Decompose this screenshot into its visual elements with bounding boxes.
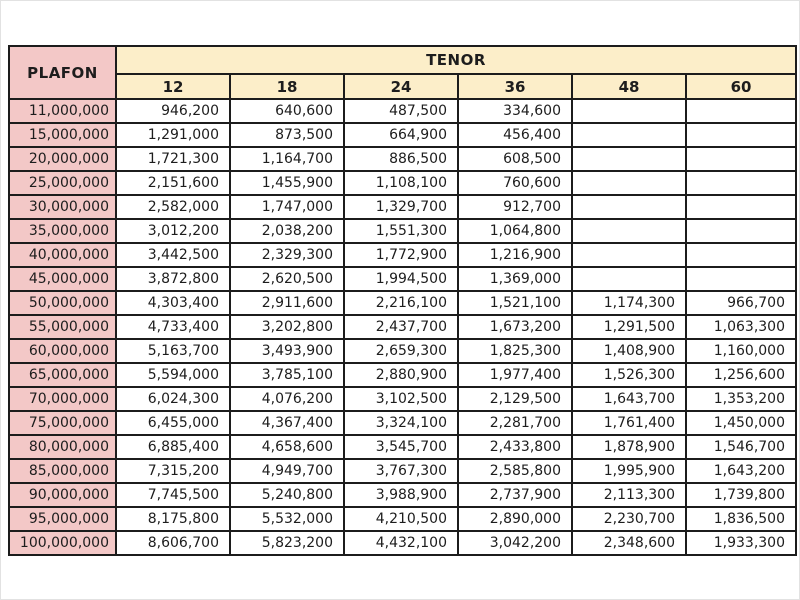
installment-cell: 2,890,000 [458, 507, 572, 531]
plafon-value: 70,000,000 [9, 387, 116, 411]
installment-cell: 3,767,300 [344, 459, 458, 483]
installment-cell: 1,721,300 [116, 147, 230, 171]
installment-cell: 6,024,300 [116, 387, 230, 411]
installment-cell: 912,700 [458, 195, 572, 219]
installment-cell: 1,551,300 [344, 219, 458, 243]
installment-cell: 4,432,100 [344, 531, 458, 555]
installment-cell: 3,785,100 [230, 363, 344, 387]
installment-cell: 946,200 [116, 99, 230, 123]
installment-cell: 3,493,900 [230, 339, 344, 363]
installment-cell: 7,315,200 [116, 459, 230, 483]
installment-cell: 2,659,300 [344, 339, 458, 363]
plafon-value: 65,000,000 [9, 363, 116, 387]
tenor-header: TENOR [116, 46, 796, 74]
installment-cell [572, 171, 686, 195]
installment-cell: 1,369,000 [458, 267, 572, 291]
table-row [9, 339, 796, 363]
table-row [9, 387, 796, 411]
plafon-value: 50,000,000 [9, 291, 116, 315]
installment-cell [572, 267, 686, 291]
installment-cell: 1,256,600 [686, 363, 796, 387]
table-row [9, 483, 796, 507]
installment-cell: 6,455,000 [116, 411, 230, 435]
installment-cell [686, 219, 796, 243]
plafon-value: 100,000,000 [9, 531, 116, 555]
installment-cell: 5,594,000 [116, 363, 230, 387]
installment-cell [572, 195, 686, 219]
table-row [9, 123, 796, 147]
installment-cell: 1,878,900 [572, 435, 686, 459]
installment-cell: 4,733,400 [116, 315, 230, 339]
installment-cell [572, 99, 686, 123]
installment-cell: 1,108,100 [344, 171, 458, 195]
installment-cell: 1,836,500 [686, 507, 796, 531]
installment-cell: 1,977,400 [458, 363, 572, 387]
installment-cell: 1,291,000 [116, 123, 230, 147]
installment-cell: 1,772,900 [344, 243, 458, 267]
installment-cell: 1,450,000 [686, 411, 796, 435]
plafon-value: 25,000,000 [9, 171, 116, 195]
installment-cell: 886,500 [344, 147, 458, 171]
installment-cell: 4,303,400 [116, 291, 230, 315]
plafon-value: 35,000,000 [9, 219, 116, 243]
installment-cell: 760,600 [458, 171, 572, 195]
plafon-tenor-table [8, 45, 797, 556]
installment-cell: 2,038,200 [230, 219, 344, 243]
installment-cell: 2,230,700 [572, 507, 686, 531]
table-row [9, 99, 796, 123]
installment-cell: 4,076,200 [230, 387, 344, 411]
installment-cell: 1,546,700 [686, 435, 796, 459]
plafon-header: PLAFON [9, 46, 116, 99]
installment-cell: 3,102,500 [344, 387, 458, 411]
table-row [9, 219, 796, 243]
installment-cell: 2,582,000 [116, 195, 230, 219]
installment-cell: 2,151,600 [116, 171, 230, 195]
installment-cell: 1,353,200 [686, 387, 796, 411]
installment-cell: 3,324,100 [344, 411, 458, 435]
installment-cell: 2,129,500 [458, 387, 572, 411]
plafon-value: 75,000,000 [9, 411, 116, 435]
installment-cell: 1,994,500 [344, 267, 458, 291]
plafon-value: 80,000,000 [9, 435, 116, 459]
tenor-column-60: 60 [686, 74, 796, 99]
installment-cell [572, 147, 686, 171]
installment-cell: 2,329,300 [230, 243, 344, 267]
installment-cell: 2,880,900 [344, 363, 458, 387]
table-row [9, 459, 796, 483]
installment-cell: 6,885,400 [116, 435, 230, 459]
installment-cell: 2,216,100 [344, 291, 458, 315]
installment-cell [572, 219, 686, 243]
installment-cell: 1,455,900 [230, 171, 344, 195]
installment-cell: 3,545,700 [344, 435, 458, 459]
installment-cell: 5,532,000 [230, 507, 344, 531]
installment-cell: 2,585,800 [458, 459, 572, 483]
installment-cell: 1,063,300 [686, 315, 796, 339]
installment-cell [686, 243, 796, 267]
installment-cell: 3,872,800 [116, 267, 230, 291]
installment-cell: 1,521,100 [458, 291, 572, 315]
installment-cell: 3,988,900 [344, 483, 458, 507]
plafon-value: 20,000,000 [9, 147, 116, 171]
table-row [9, 195, 796, 219]
installment-cell: 1,761,400 [572, 411, 686, 435]
installment-cell: 1,408,900 [572, 339, 686, 363]
table-row [9, 243, 796, 267]
installment-cell: 1,291,500 [572, 315, 686, 339]
plafon-value: 11,000,000 [9, 99, 116, 123]
installment-cell: 2,433,800 [458, 435, 572, 459]
installment-cell: 1,329,700 [344, 195, 458, 219]
installment-cell [686, 147, 796, 171]
plafon-value: 95,000,000 [9, 507, 116, 531]
table-row [9, 531, 796, 555]
installment-cell: 3,442,500 [116, 243, 230, 267]
installment-cell: 1,064,800 [458, 219, 572, 243]
installment-cell: 664,900 [344, 123, 458, 147]
installment-cell: 4,658,600 [230, 435, 344, 459]
installment-cell: 487,500 [344, 99, 458, 123]
table-row [9, 171, 796, 195]
tenor-column-48: 48 [572, 74, 686, 99]
installment-cell: 2,281,700 [458, 411, 572, 435]
plafon-value: 90,000,000 [9, 483, 116, 507]
installment-cell: 8,606,700 [116, 531, 230, 555]
table-row [9, 267, 796, 291]
installment-cell: 1,643,200 [686, 459, 796, 483]
plafon-value: 55,000,000 [9, 315, 116, 339]
table-row [9, 291, 796, 315]
installment-cell: 3,042,200 [458, 531, 572, 555]
installment-cell: 1,933,300 [686, 531, 796, 555]
table-row [9, 435, 796, 459]
plafon-value: 60,000,000 [9, 339, 116, 363]
installment-cell: 608,500 [458, 147, 572, 171]
installment-cell: 1,825,300 [458, 339, 572, 363]
installment-cell: 4,367,400 [230, 411, 344, 435]
tenor-group-row [9, 46, 796, 74]
installment-cell: 1,747,000 [230, 195, 344, 219]
installment-cell [686, 195, 796, 219]
installment-cell: 2,348,600 [572, 531, 686, 555]
installment-cell: 640,600 [230, 99, 344, 123]
table-row [9, 315, 796, 339]
installment-cell: 966,700 [686, 291, 796, 315]
installment-cell [686, 171, 796, 195]
plafon-value: 30,000,000 [9, 195, 116, 219]
installment-cell [572, 243, 686, 267]
plafon-value: 85,000,000 [9, 459, 116, 483]
installment-cell: 1,739,800 [686, 483, 796, 507]
tenor-column-18: 18 [230, 74, 344, 99]
installment-cell: 3,012,200 [116, 219, 230, 243]
installment-cell [686, 123, 796, 147]
installment-cell: 334,600 [458, 99, 572, 123]
installment-cell: 2,911,600 [230, 291, 344, 315]
table-row [9, 147, 796, 171]
installment-cell: 1,995,900 [572, 459, 686, 483]
installment-cell: 2,737,900 [458, 483, 572, 507]
installment-cell: 873,500 [230, 123, 344, 147]
installment-cell: 3,202,800 [230, 315, 344, 339]
installment-cell: 2,113,300 [572, 483, 686, 507]
installment-cell: 8,175,800 [116, 507, 230, 531]
installment-cell: 5,823,200 [230, 531, 344, 555]
installment-cell: 1,526,300 [572, 363, 686, 387]
tenor-column-24: 24 [344, 74, 458, 99]
plafon-value: 45,000,000 [9, 267, 116, 291]
installment-cell: 1,164,700 [230, 147, 344, 171]
installment-cell [686, 267, 796, 291]
installment-cell: 1,643,700 [572, 387, 686, 411]
tenor-columns-row [9, 74, 796, 99]
installment-cell: 1,216,900 [458, 243, 572, 267]
table-row [9, 507, 796, 531]
table-row [9, 363, 796, 387]
installment-cell [572, 123, 686, 147]
installment-cell: 4,210,500 [344, 507, 458, 531]
tenor-column-12: 12 [116, 74, 230, 99]
tenor-column-36: 36 [458, 74, 572, 99]
installment-cell: 1,673,200 [458, 315, 572, 339]
installment-cell: 5,240,800 [230, 483, 344, 507]
installment-cell: 456,400 [458, 123, 572, 147]
installment-cell: 5,163,700 [116, 339, 230, 363]
table-row [9, 411, 796, 435]
plafon-value: 40,000,000 [9, 243, 116, 267]
installment-cell: 1,160,000 [686, 339, 796, 363]
installment-cell: 2,437,700 [344, 315, 458, 339]
installment-cell [686, 99, 796, 123]
installment-cell: 1,174,300 [572, 291, 686, 315]
installment-cell: 2,620,500 [230, 267, 344, 291]
installment-cell: 4,949,700 [230, 459, 344, 483]
installment-cell: 7,745,500 [116, 483, 230, 507]
plafon-value: 15,000,000 [9, 123, 116, 147]
